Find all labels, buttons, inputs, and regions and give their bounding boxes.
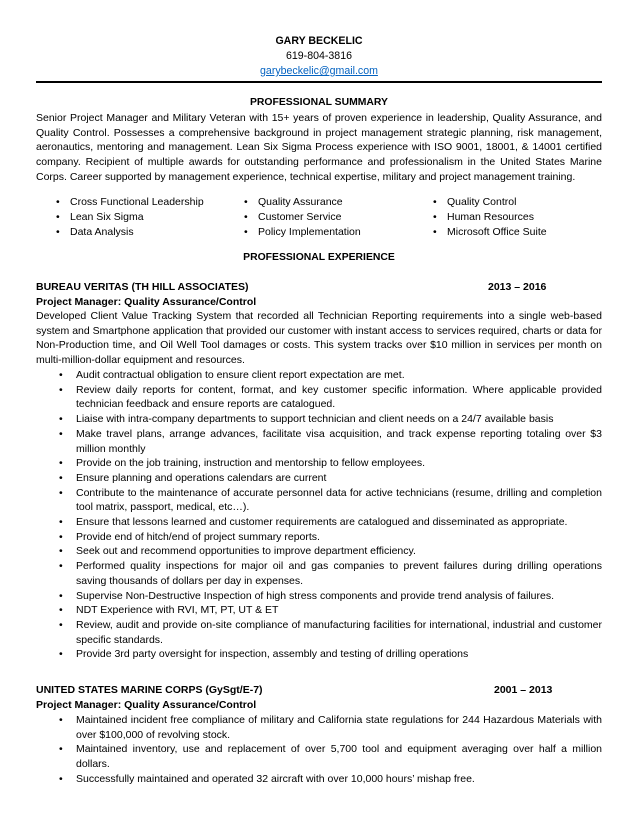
summary-text: Senior Project Manager and Military Veteran with 15+ years of proven experience in leadership, Quality Assurance, and Quality Control. Possesses a comprehensive background in project management strategic planning, risk management, aeronautics, mentoring and management. Lean Six Sigma Process experience with ISO 9001, 18001, & 14001 certified company. Recipient of multiple awards for outstanding performance and professionalism in the United States Marine Corps. Career supported by management experience, technical expertise, military and project management training. bbox=[36, 112, 602, 183]
experience-heading: PROFESSIONAL EXPERIENCE bbox=[243, 252, 395, 263]
job-role: Project Manager: Quality Assurance/Control bbox=[36, 699, 257, 711]
skill-item: • Customer Service bbox=[244, 211, 342, 223]
list-item: • Successfully maintained and operated 32 aircraft with over 10,000 hours’ mishap free. bbox=[59, 772, 475, 785]
list-item: • Review daily reports for content, format, and key customer specific information. Where applicable provided technician feedback and ensure reports are catalogued. bbox=[59, 383, 602, 411]
list-item: • Ensure planning and operations calendars are current bbox=[59, 471, 327, 484]
company-name: UNITED STATES MARINE CORPS (GySgt/E-7) bbox=[36, 684, 263, 696]
summary-heading: PROFESSIONAL SUMMARY bbox=[250, 97, 388, 108]
skill-item: • Cross Functional Leadership bbox=[56, 196, 204, 208]
job-header bbox=[36, 683, 602, 698]
skill-item: • Microsoft Office Suite bbox=[433, 226, 547, 238]
list-item: • Provide 3rd party oversight for inspection, assembly and testing of drilling operations bbox=[59, 648, 469, 661]
list-item: • Provide on the job training, instruction and mentorship to fellow employees. bbox=[59, 457, 426, 470]
candidate-name: GARY BECKELIC bbox=[275, 35, 363, 47]
skill-item: • Quality Assurance bbox=[244, 196, 343, 208]
email-link[interactable]: garybeckelic@gmail.com bbox=[260, 65, 378, 77]
list-item: • Liaise with intra-company departments to support technician and client needs on a 24/7 available basis bbox=[59, 413, 554, 426]
list-item: • Make travel plans, arrange advances, facilitate visa acquisition, and track expense reporting totaling over $3 million monthly bbox=[59, 427, 602, 455]
list-item: • Seek out and recommend opportunities to improve department efficiency. bbox=[59, 545, 416, 558]
list-item: • Provide end of hitch/end of project summary reports. bbox=[59, 530, 320, 543]
skill-item: • Data Analysis bbox=[56, 226, 134, 238]
job-bullet-list bbox=[56, 368, 602, 662]
company-name: BUREAU VERITAS (TH HILL ASSOCIATES) bbox=[36, 281, 249, 293]
job-header bbox=[36, 280, 602, 295]
list-item: • NDT Experience with RVI, MT, PT, UT & ET bbox=[59, 604, 279, 617]
skills-column-1 bbox=[56, 195, 204, 240]
skill-item: • Quality Control bbox=[433, 196, 517, 208]
skill-item: • Lean Six Sigma bbox=[56, 211, 144, 223]
list-item: • Contribute to the maintenance of accurate personnel data for active technicians (resume, drilling and completion tool matrix, passport, medical, etc…). bbox=[59, 486, 602, 514]
list-item: • Maintained incident free compliance of military and California state regulations for 244 Hazardous Materials with over $100,000 of revolving stock. bbox=[59, 714, 602, 741]
job-bullet-list bbox=[56, 713, 602, 787]
list-item: • Supervise Non-Destructive Inspection of high stress components and provide trend analysis of failures. bbox=[59, 589, 554, 602]
job-role: Project Manager: Quality Assurance/Control bbox=[36, 296, 257, 308]
list-item: • Audit contractual obligation to ensure client report expectation are met. bbox=[59, 369, 405, 381]
list-item: • Maintained inventory, use and replacement of over 5,700 tool and equipment averaging over half a million dollars. bbox=[59, 743, 602, 771]
list-item: • Review, audit and provide on-site compliance of manufacturing facilities for international, industrial and customer specific standards. bbox=[59, 618, 602, 646]
job-dates: 2013 – 2016 bbox=[488, 281, 547, 293]
skills-column-3 bbox=[433, 195, 547, 240]
job-dates: 2001 – 2013 bbox=[494, 684, 553, 696]
phone-number: 619-804-3816 bbox=[286, 50, 352, 62]
resume-header bbox=[0, 34, 638, 79]
skill-item: • Policy Implementation bbox=[244, 226, 361, 238]
list-item: • Ensure that lessons learned and customer requirements are catalogued and disseminated as appropriate. bbox=[59, 516, 568, 529]
header-divider bbox=[36, 81, 602, 83]
skill-item: • Human Resources bbox=[433, 211, 534, 223]
skills-column-2 bbox=[244, 195, 361, 240]
job-description: Developed Client Value Tracking System that recorded all Technician Reporting requirements into a single web-based system and Smartphone application that provided our customer with instant access to services required, charts or data for Non-Production time, and Oil Well Tool damages or costs. This system tracks over $10 million in services per month on multi-million-dollar equipment and resources. bbox=[36, 310, 602, 367]
list-item: • Performed quality inspections for major oil and gas companies to prevent failures during drilling operations saving thousands of dollars per day in expenses. bbox=[59, 560, 602, 587]
